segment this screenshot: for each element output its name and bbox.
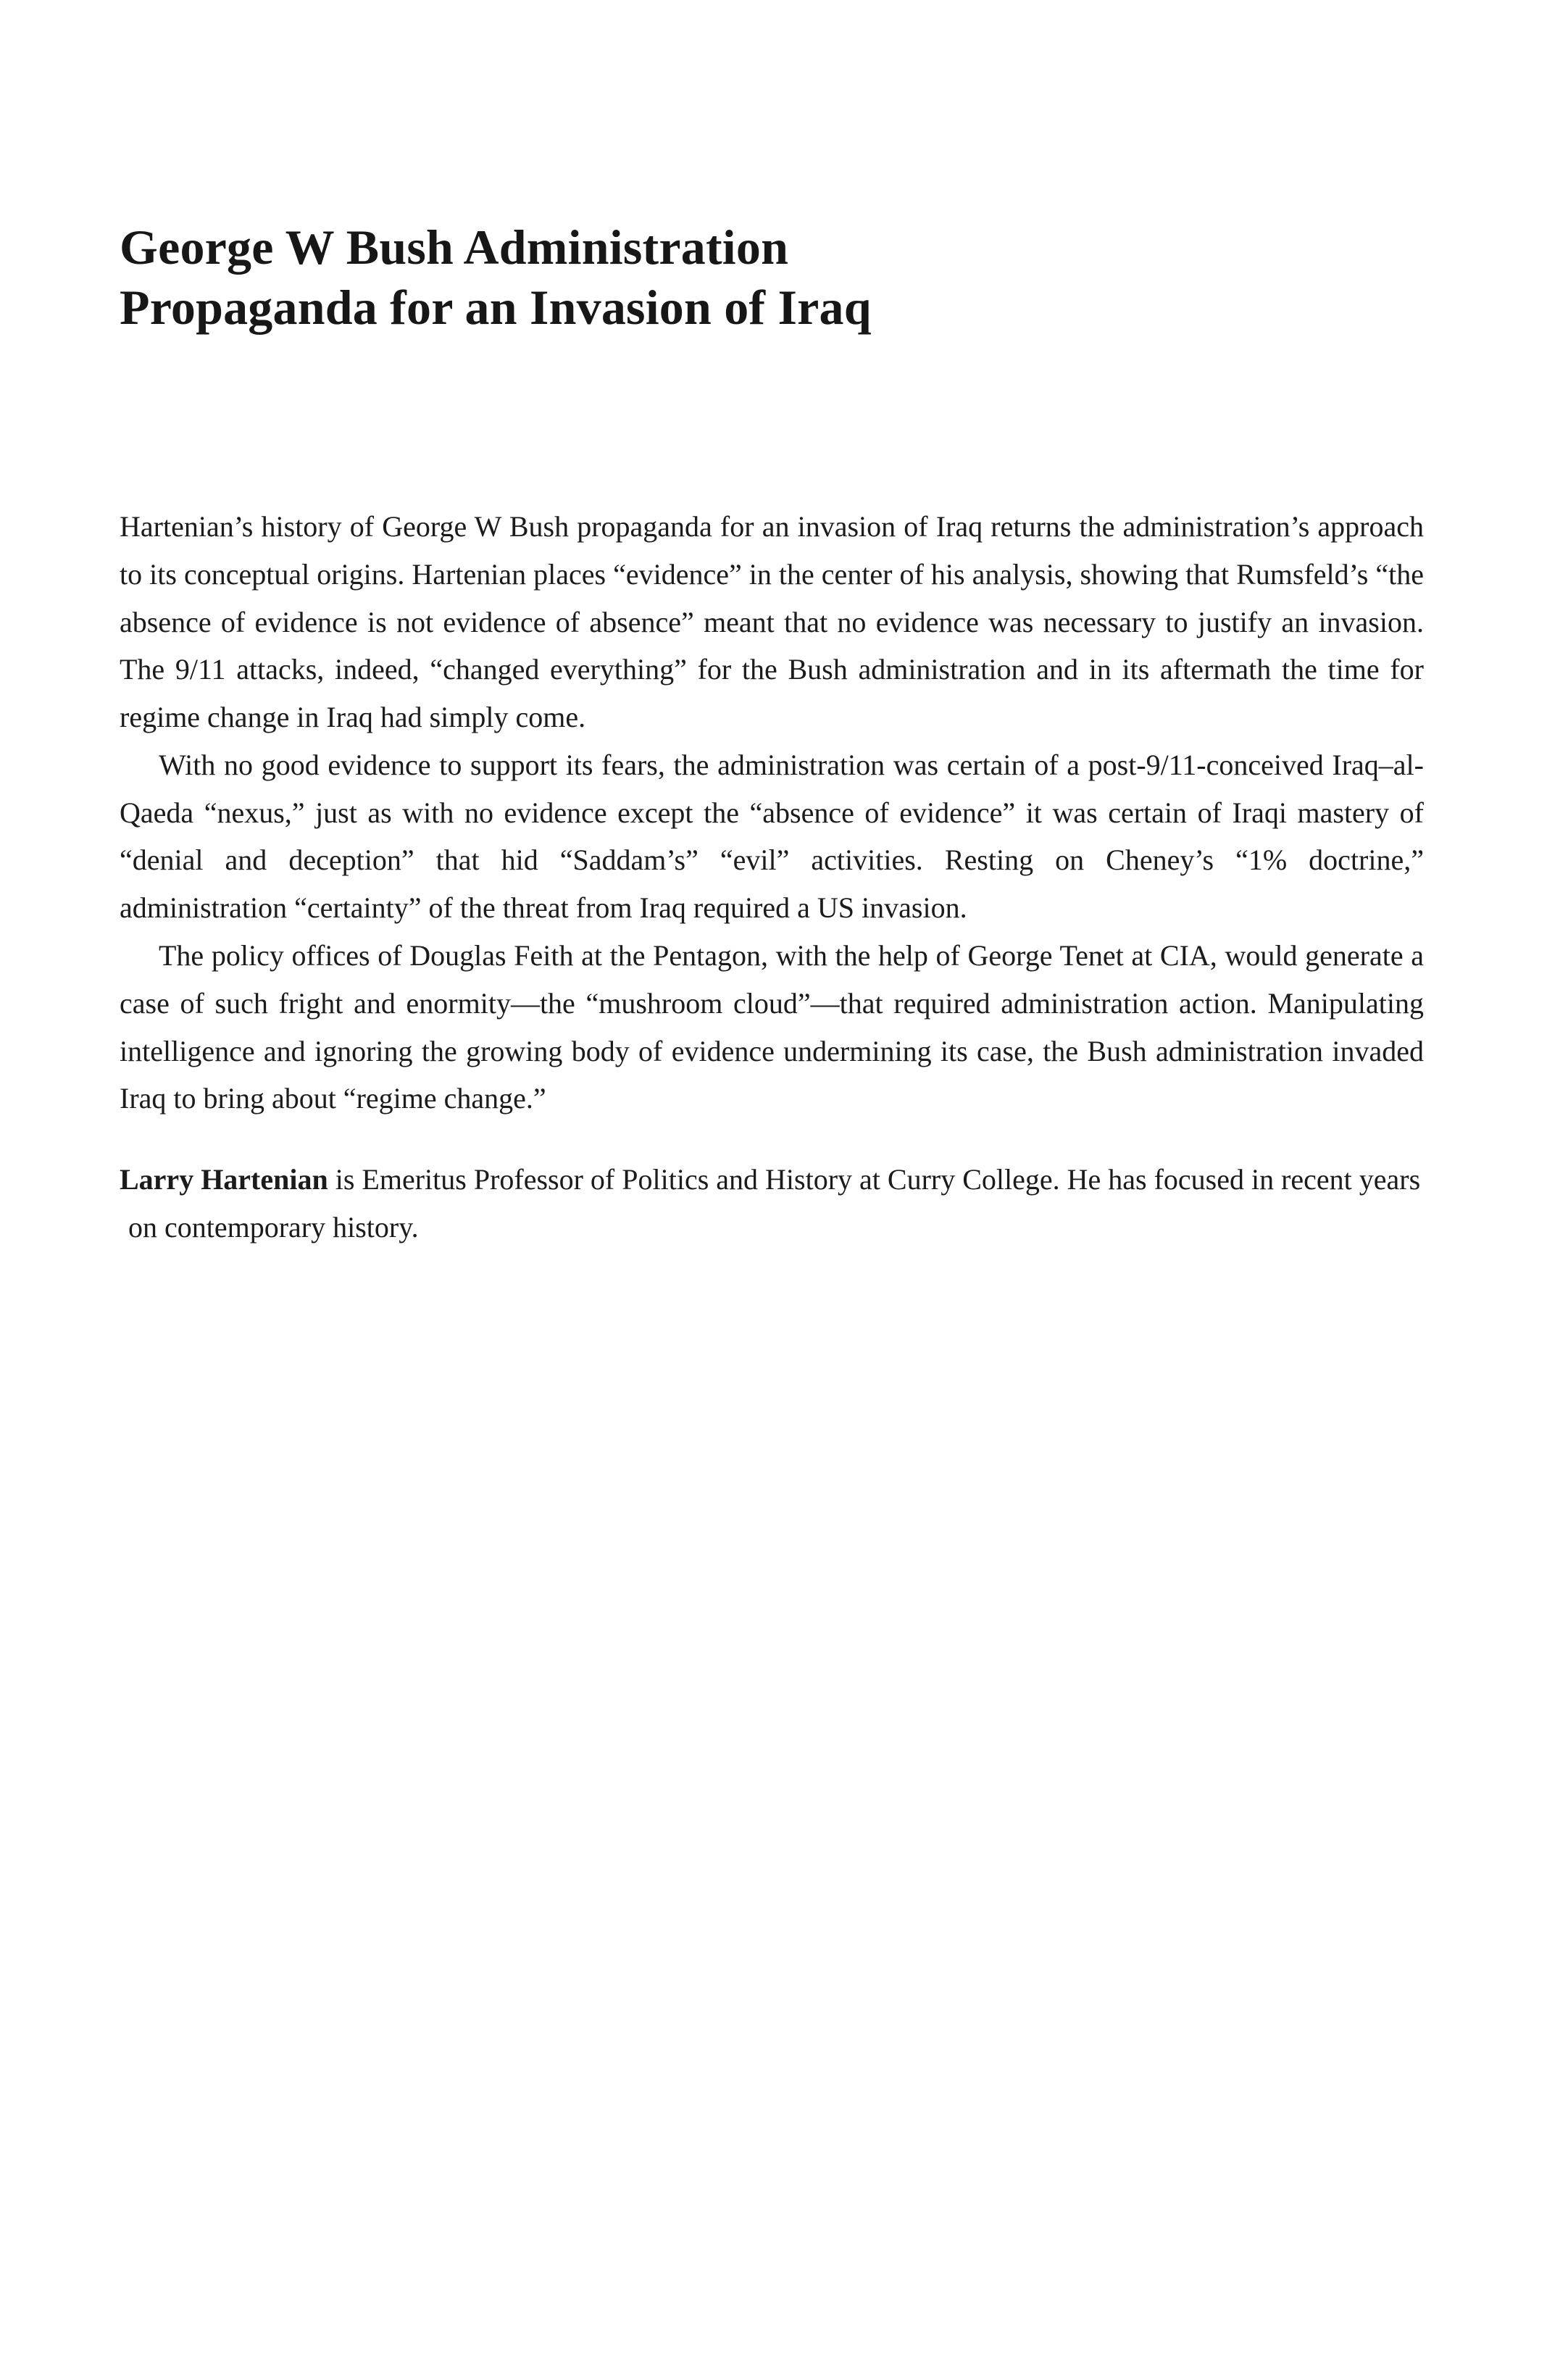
paragraph-1: Hartenian’s history of George W Bush propaganda for an invasion of Iraq returns the administration’s approach to its conceptual origins. Hartenian places “evidence” in the center of his analysis, showing that Rumsfeld’s “the absence of evidence is not evidence of absence” meant that no evidence was necessary to justify an invasion. The 9/11 attacks, indeed, “changed everything” for the Bush administration and in its aftermath the time for regime change in Iraq had simply come. <box>120 509 1424 734</box>
page-title-line-2: Propaganda for an Invasion of Iraq <box>120 279 872 335</box>
page-content <box>120 0 1424 1251</box>
author-bio-text: is Emeritus Professor of Politics and History at Curry College. He has focused in recent years on contemporary history. <box>128 1163 1421 1244</box>
body-text <box>120 503 1424 1251</box>
author-bio-inner <box>120 1156 1424 1251</box>
page-title <box>120 0 1351 338</box>
page-title-line-1: George W Bush Administration <box>120 220 789 275</box>
author-bio <box>120 1156 1424 1251</box>
paragraph-3: The policy offices of Douglas Feith at the Pentagon, with the help of George Tenet at CIA, would generate a case of such fright and enormity—the “mushroom cloud”—that required administration action. Manipulating intelligence and ignoring the growing body of evidence undermining its case, the Bush administration invaded Iraq to bring about “regime change.” <box>120 939 1424 1115</box>
paragraph-2: With no good evidence to support its fears, the administration was certain of a post-9/11-conceived Iraq–al-Qaeda “nexus,” just as with no evidence except the “absence of evidence” it was certain of Iraqi mastery of “denial and deception” that hid “Saddam’s” “evil” activities. Resting on Cheney’s “1% doctrine,” administration “certainty” of the threat from Iraq required a US invasion. <box>120 748 1424 925</box>
author-name: Larry Hartenian <box>120 1163 328 1196</box>
